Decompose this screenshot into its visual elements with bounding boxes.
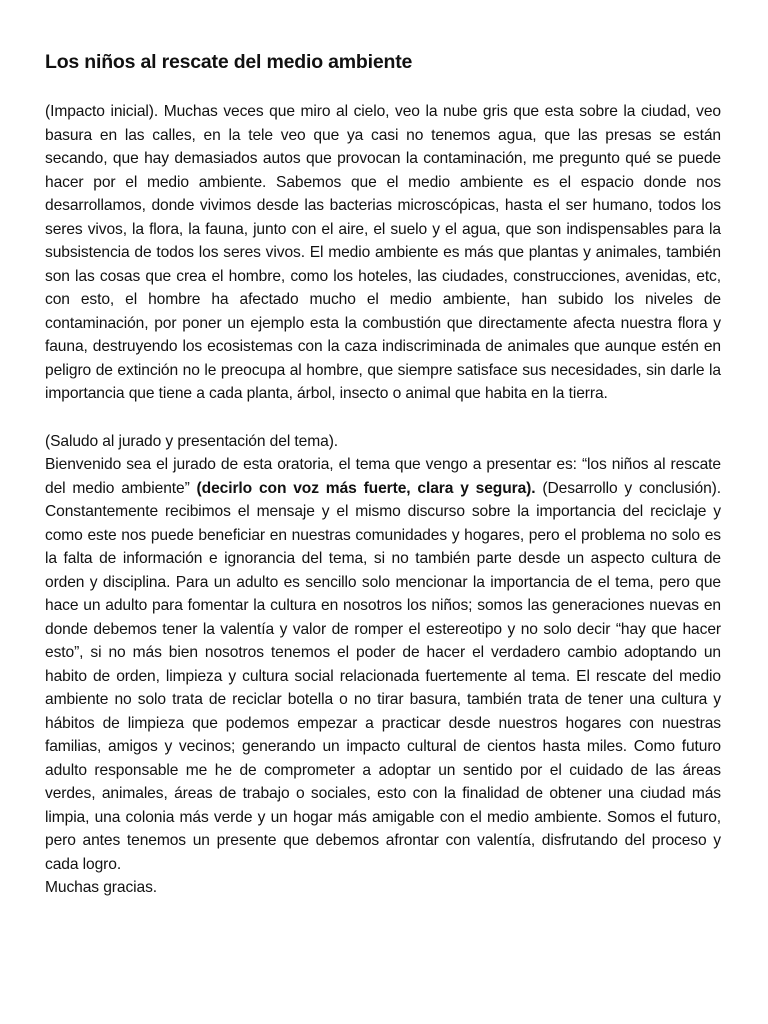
paragraph-gap bbox=[45, 406, 721, 430]
document-title: Los niños al rescate del medio ambiente bbox=[45, 51, 413, 73]
paragraph-desarrollo bbox=[45, 453, 721, 876]
paragraph-desarrollo-body: (Desarrollo y conclusión). Constantemente recibimos el mensaje y el mismo discurso sobre la importancia del reciclaje y como este nos puede beneficiar en nuestras comunidades y hogares, pero el problema no solo es la falta de información e ignorancia del tema, si no también parte desde un aspecto cultura de orden y disciplina. Para un adulto es sencillo solo mencionar la importancia de el tema, pero que hace un adulto para fomentar la cultura en nosotros los niños; somos las generaciones nuevas en donde debemos tener la valentía y valor de romper el estereotipo y no solo decir “hay que hacer esto”, si no más bien nosotros tenemos el poder de hacer el verdadero cambio adoptando un habito de orden, limpieza y cultura social relacionada fuertemente al tema. El rescate del medio ambiente no solo trata de reciclar botella o no tirar basura, también trata de tener una cultura y hábitos de limpieza que podemos empezar a practicar desde nuestros hogares con nuestras familias, amigos y vecinos; generando un impacto cultural de cientos hasta miles. Como futuro adulto responsable me he de comprometer a adoptar un sentido por el cuidado de las áreas verdes, animales, áreas de trabajo o sociales, esto con la finalidad de obtener una ciudad más limpia, una colonia más verde y un hogar más amigable con el medio ambiente. Somos el futuro, pero antes tenemos un presente que debemos afrontar con valentía, disfrutando del proceso y cada logro. bbox=[45, 479, 721, 873]
stage-direction-bold: (decirlo con voz más fuerte, clara y segura). bbox=[196, 479, 536, 497]
paragraph-desarrollo-intro: Bienvenido sea el jurado de esta oratoria, el tema que vengo a presentar es: “los niños al rescate del medio ambiente” bbox=[45, 456, 721, 497]
section-heading-saludo: (Saludo al jurado y presentación del tema). bbox=[45, 432, 339, 450]
paragraph-impacto-inicial: (Impacto inicial). Muchas veces que miro al cielo, veo la nube gris que esta sobre la ciudad, veo basura en las calles, en la tele veo que ya casi no tenemos agua, que las presas se están secando, que hay demasiados autos que provocan la contaminación, me pregunto qué se puede hacer por el medio ambiente. Sabemos que el medio ambiente es el espacio donde nos desarrollamos, donde vivimos desde las bacterias microscópicas, hasta el ser humano, todos los seres vivos, la flora, la fauna, junto con el aire, el suelo y el agua, que son indispensables para la subsistencia de todos los seres vivos. El medio ambiente es más que plantas y animales, también son las cosas que crea el hombre, como los hoteles, las ciudades, construcciones, avenidas, etc, con esto, el hombre ha afectado mucho el medio ambiente, han subido los niveles de contaminación, por poner un ejemplo esta la combustión que directamente afecta nuestra flora y fauna, destruyendo los ecosistemas con la caza indiscriminada de animales que aunque estén en peligro de extinción no le preocupa al hombre, que siempre satisface sus necesidades, sin darle la importancia que tiene a cada planta, árbol, insecto o animal que habita en la tierra. bbox=[45, 103, 721, 402]
document-page bbox=[45, 50, 721, 900]
closing-line: Muchas gracias. bbox=[45, 879, 158, 896]
